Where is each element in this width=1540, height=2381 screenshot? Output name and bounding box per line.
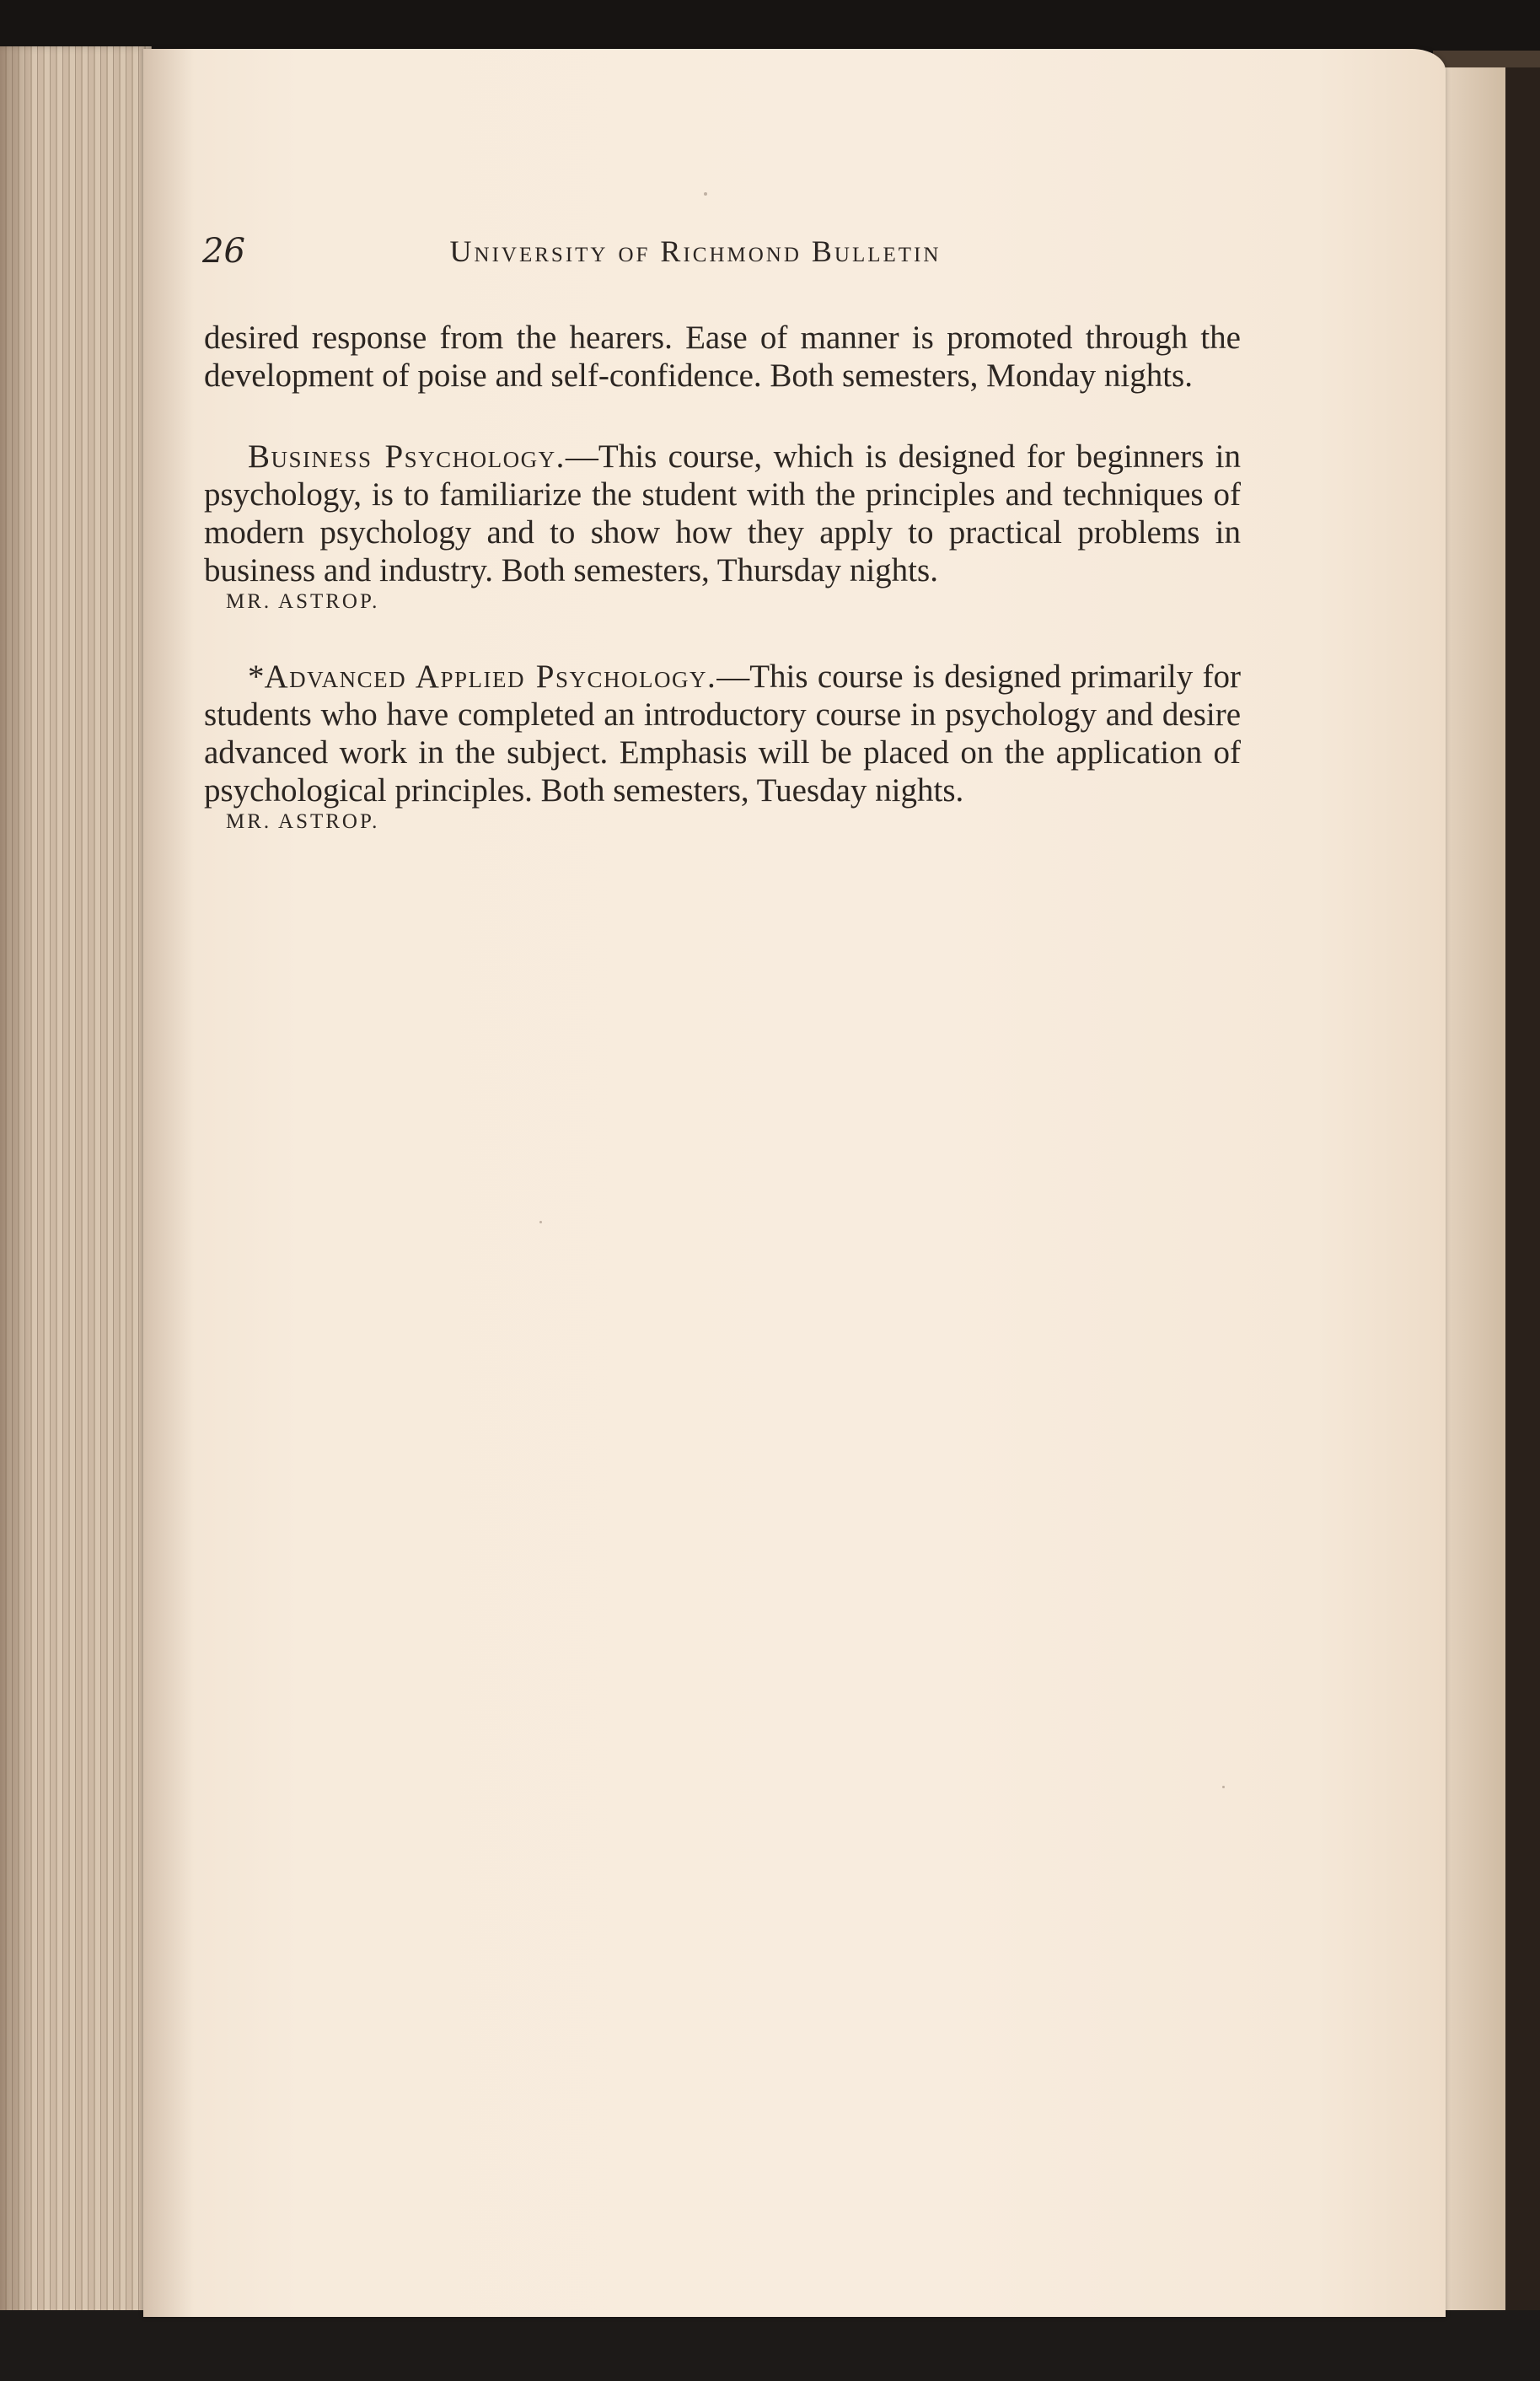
book-binding-right xyxy=(1505,67,1540,2310)
body-text xyxy=(204,319,1241,835)
book-page-edges xyxy=(0,46,152,2323)
course-description: —This course is designed primarily for students who have completed an introductory course in psychology and desire advanced work in the subject. Emphasis will be placed on the application of psychological principles. Both semesters, Tuesday nights. xyxy=(204,658,1241,809)
next-page-sliver xyxy=(1443,67,1505,2310)
course-title: Advanced Applied Psychology. xyxy=(264,658,717,695)
paper-speck xyxy=(539,1221,542,1223)
footnote-asterisk: * xyxy=(248,658,265,695)
scan-background-bottom xyxy=(0,2310,1540,2381)
bulletin-title: University of Richmond Bulletin xyxy=(449,234,942,268)
instructor-name: MR. ASTROP. xyxy=(226,590,380,613)
course-entry-business-psychology xyxy=(204,438,1241,589)
course-description: —This course, which is designed for beginners in psychology, is to familiarize the student with the principles and techniques of modern psychology and to show how they apply to practical problems in business and industry. Both semesters, Thursday nights. xyxy=(204,438,1241,589)
page-gutter-shadow xyxy=(143,49,194,2317)
instructor-name: MR. ASTROP. xyxy=(226,810,380,833)
running-head xyxy=(202,232,1155,282)
page-number: 26 xyxy=(202,232,245,271)
course-title: Business Psychology. xyxy=(248,438,566,475)
course-entry-advanced-applied-psychology xyxy=(204,658,1241,809)
continued-paragraph: desired response from the hearers. Ease of manner is promoted through the development of poise and self-confidence. Both semesters, Monday nights. xyxy=(204,320,1241,394)
paper-speck xyxy=(704,192,707,196)
paper-speck xyxy=(1222,1786,1225,1788)
